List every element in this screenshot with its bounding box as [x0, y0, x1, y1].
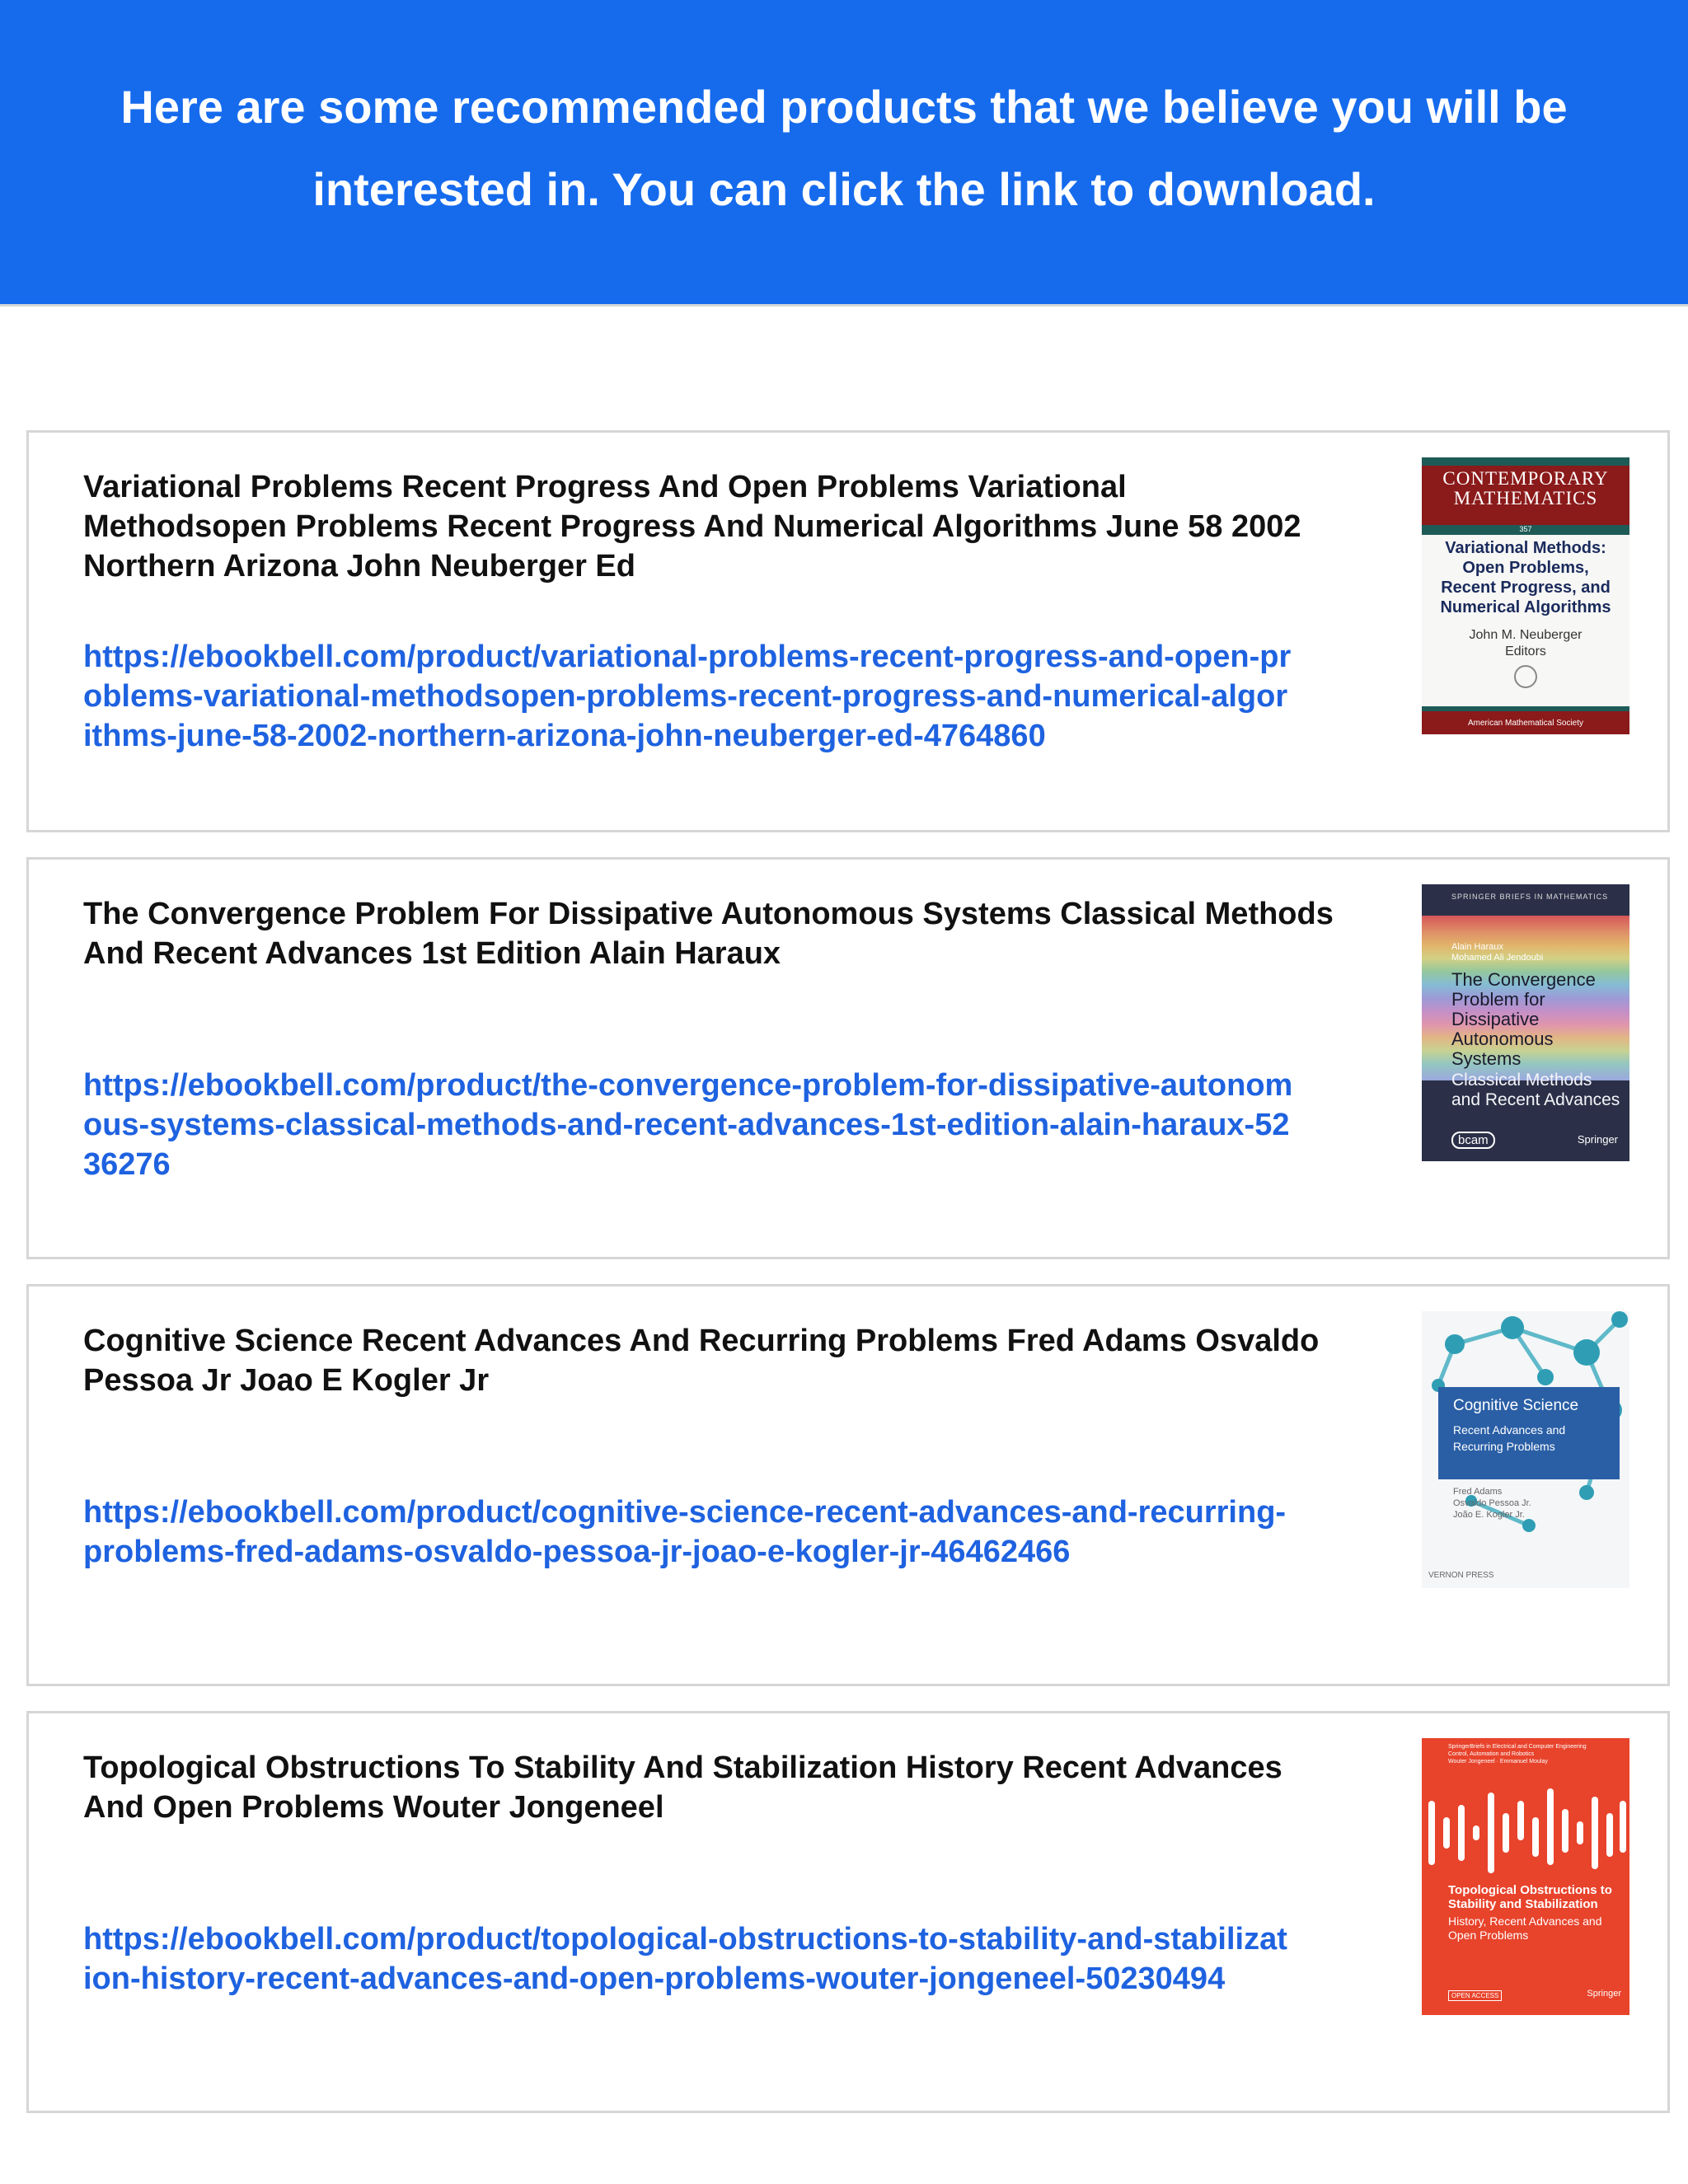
- cover-series-sub: Control, Automation and Robotics: [1448, 1751, 1535, 1757]
- cover-author-1: Fred Adams: [1453, 1487, 1503, 1497]
- cover-title: Cognitive Science: [1453, 1397, 1579, 1414]
- cover-editor-name: John M. Neuberger: [1469, 628, 1582, 642]
- springer-logo: Springer: [1587, 1989, 1621, 1999]
- cover-editor-role: Editors: [1505, 644, 1546, 658]
- book-cover[interactable]: [1422, 884, 1629, 1161]
- product-card: [26, 430, 1670, 832]
- book-cover[interactable]: [1422, 457, 1629, 734]
- cover-authors: [1453, 1486, 1531, 1521]
- product-download-link[interactable]: https://ebookbell.com/product/topological-obstructions-to-stability-and-stabilization-history-recent-advances-and-open-problems-wouter-jongeneel-50230494: [83, 1922, 1287, 1996]
- cover-title: Variational Methods: Open Problems, Recent Progress, and Numerical Algorithms: [1440, 539, 1611, 616]
- open-access-badge: OPEN ACCESS: [1448, 1990, 1502, 2001]
- cover-publisher: American Mathematical Society: [1467, 719, 1584, 728]
- cover-title: Topological Obstructions to Stability and Stabilization: [1448, 1883, 1612, 1911]
- book-cover[interactable]: [1422, 1311, 1629, 1588]
- book-cover[interactable]: [1422, 1738, 1629, 2015]
- product-title: Variational Problems Recent Progress And Open Problems Variational Methodsopen Problems Recent Progress And Numerical Algorithms June 58 2002 Northern Arizona John Neuberger Ed: [83, 470, 1301, 583]
- cover-author-3: João E. Kogler Jr.: [1453, 1510, 1525, 1520]
- product-download-link[interactable]: https://ebookbell.com/product/variational-problems-recent-progress-and-open-problems-variational-methodsopen-problems-recent-progress-and-numerical-algorithms-june-58-2002-northern-arizona-john-neuberger-ed-4764860: [83, 640, 1292, 753]
- cover-series-name: SpringerBriefs in Electrical and Computer Engineering: [1448, 1744, 1587, 1750]
- waveform-graphic-icon: [1422, 1771, 1629, 1895]
- vernon-press-logo: VERNON PRESS: [1428, 1571, 1494, 1580]
- cover-authors: Wouter Jongeneel · Emmanuel Moulay: [1448, 1759, 1548, 1765]
- cover-series: [1422, 469, 1629, 509]
- product-card: [26, 857, 1670, 1259]
- cover-number: 357: [1519, 525, 1532, 533]
- cover-series-line2: MATHEMATICS: [1453, 488, 1598, 509]
- product-card: [26, 1284, 1670, 1686]
- springer-logo: Springer: [1577, 1133, 1618, 1146]
- cover-author-2: Osvaldo Pessoa Jr.: [1453, 1498, 1531, 1508]
- banner-line-2: interested in. You can click the link to download.: [312, 162, 1376, 215]
- product-title: The Convergence Problem For Dissipative Autonomous Systems Classical Methods And Recent Advances 1st Edition Alain Haraux: [83, 897, 1334, 971]
- bcam-logo: bcam: [1451, 1132, 1495, 1149]
- cover-author-2: Mohamed Ali Jendoubi: [1451, 953, 1544, 963]
- cover-series: SPRINGER BRIEFS IN MATHEMATICS: [1451, 893, 1609, 901]
- banner-message: [87, 66, 1600, 231]
- product-card: [26, 1711, 1670, 2113]
- cover-title: The Convergence Problem for Dissipative Autonomous Systems: [1451, 969, 1596, 1069]
- cover-author-1: Alain Haraux: [1451, 942, 1503, 952]
- product-title: Topological Obstructions To Stability And Stabilization History Recent Advances And Open Problems Wouter Jongeneel: [83, 1750, 1282, 1825]
- cover-authors: [1451, 942, 1543, 963]
- cover-number-band: [1422, 525, 1629, 535]
- cover-editor: [1422, 627, 1629, 660]
- product-download-link[interactable]: https://ebookbell.com/product/cognitive-science-recent-advances-and-recurring-problems-fred-adams-osvaldo-pessoa-jr-joao-e-kogler-jr-46462466: [83, 1495, 1287, 1569]
- cover-series-line1: CONTEMPORARY: [1442, 468, 1609, 489]
- cover-series: [1448, 1743, 1587, 1765]
- header-banner: [0, 0, 1688, 307]
- banner-line-1: Here are some recommended products that we believe you will be: [120, 80, 1568, 133]
- cover-subtitle: History, Recent Advances and Open Problems: [1448, 1915, 1602, 1942]
- cover-subtitle: Recent Advances and Recurring Problems: [1453, 1423, 1566, 1453]
- cover-subtitle: Classical Methods and Recent Advances: [1451, 1071, 1620, 1109]
- product-download-link[interactable]: https://ebookbell.com/product/the-convergence-problem-for-dissipative-autonomous-systems-classical-methods-and-recent-advances-1st-edition-alain-haraux-5236276: [83, 1068, 1293, 1182]
- ams-seal-icon: [1514, 665, 1537, 688]
- product-title: Cognitive Science Recent Advances And Recurring Problems Fred Adams Osvaldo Pessoa Jr Joao E Kogler Jr: [83, 1324, 1320, 1398]
